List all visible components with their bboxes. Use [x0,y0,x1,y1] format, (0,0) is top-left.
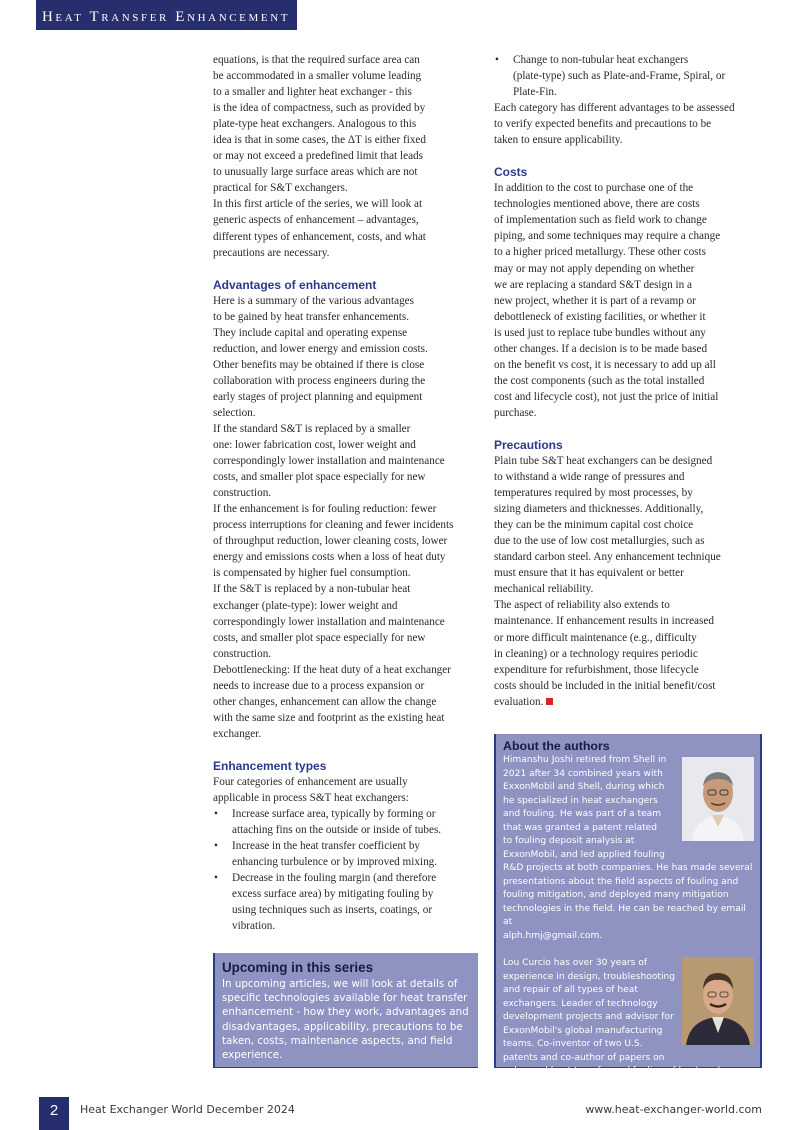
precautions-heading: Precautions [494,437,563,452]
author-bio-joshi: Himanshu Joshi retired from Shell in 2021 after 34 combined years with ExxonMobil and Shell, during which he specialized in heat exchangers and fouling. He was part of a team that was granted a patent related to fouling deposit analysis at ExxonMobil, and led applied fouling R&D projects at both companies. He has made several presentations about the field aspects of fouling and fouling mitigation, and deployed many mitigation technologies in the field. He can be reached by email at alph.hmj@gmail.com. [503,755,753,941]
section-title: Heat Transfer Enhancement [36,0,297,30]
list-item: • Increase surface area, typically by forming or attaching fins on the outside or inside of tubes. [214,808,442,837]
precautions-paragraph: Plain tube S&T heat exchangers can be designed to withstand a wide range of pressures and temperatures required by most processes, by sizing diameters and thicknesses. Additionally, they can be the minimum capital cost choice due to the use of low cost metallurgies, such as standard carbon steel. Any enhancement technique must ensure that it has equivalent or better mechanical reliability. The aspect of reliability also extends to maintenance. If enhancement results in increased or more difficult maintenance (e.g., difficulty in cleaning) or a technology requires periodic expenditure for refurbishment, those lifecycle costs should be included in the initial benefit/cost evaluation. [494,454,721,708]
advantages-heading: Advantages of enhancement [213,277,377,292]
types-list [213,806,483,934]
author-photo-joshi [682,757,754,841]
advantages-paragraph: Here is a summary of the various advantages to be gained by heat transfer enhancements. They include capital and operating expense reduction, and lower energy and emission costs. Other benefits may be obtained if there is close collaboration with process engineers during the early stages of project planning and equipment selection. If the standard S&T is replaced by a smaller one: lower fabrication cost, lower weight and correspondingly lower installation and maintenance costs, and smaller plot space especially for new construction. If the enhancement is for fouling reduction: fewer process interruptions for cleaning and fewer incidents of throughput reduction, lower cleaning costs, lower energy and emissions costs when a loss of heat duty is compensated by higher fuel consumption. If the S&T is replaced by a non-tubular heat exchanger (plate-type): lower weight and correspondingly lower installation and maintenance costs, and smaller plot space especially for new construction. Debottlenecking: If the heat duty of a heat exchanger needs to increase due to a process expansion or other changes, enhancement can allow the change with the same size and footprint as the existing heat exchanger. [213,294,454,740]
end-of-article-icon [546,698,553,705]
intro-paragraph: equations, is that the required surface area can be accommodated in a smaller volume leading to a smaller and lighter heat exchanger - this is the idea of compactness, such as provided by plate-type heat exchangers. Analogous to this idea is that in some cases, the ΔT is either fixed or may not exceed a predefined limit that leads to unusually large surface areas which are not practical for S&T exchangers. In this first article of the series, we will look at generic aspects of enhancement – advantages, different types of enhancement, costs, and what precautions are necessary. [213,54,426,259]
types-list-continued [494,52,766,100]
bullet-icon: • [214,872,218,885]
publication-name: Heat Exchanger World December 2024 [80,1103,295,1116]
authors-heading: About the authors [503,739,610,753]
about-authors-box [494,734,762,1076]
bullet-icon: • [495,54,499,66]
types-heading: Enhancement types [213,758,327,773]
bullet-icon: • [214,840,218,853]
costs-paragraph: In addition to the cost to purchase one of the technologies mentioned above, there are costs of implementation such as field work to change piping, and some techniques may require a change to a higher priced metallurgy. These other costs may or may not apply depending on whether we are replacing a standard S&T design in a new project, whether it is part of a revamp or debottleneck of existing facilities, or whether it is used just to replace tube bundles without any other changes. If a decision is to be made based on the benefit vs cost, it is necessary to add up all the cost components (such as the total installed cost and lifecycle cost), not just the price of initial purchase. [494,182,721,419]
author-photo-curcio [682,957,754,1045]
types-intro: Four categories of enhancement are usually applicable in process S&T heat exchangers: [213,775,409,804]
types-outro: Each category has different advantages to be assessed to verify expected benefits and precautions to be taken to ensure applicability. [494,102,735,147]
page-number: 2 [39,1097,69,1130]
upcoming-text: In upcoming articles, we will look at details of specific technologies available for heat transfer enhancement - how they work, advantages and disadvantages, applicability, precautions to be taken, costs, maintenance aspects, and field experience. [222,978,469,1062]
website-link[interactable]: www.heat-exchanger-world.com [585,1103,762,1116]
list-item: • Decrease in the fouling margin (and therefore excess surface area) by mitigating fouling by using techniques such as inserts, coatings, or vibration. [214,872,437,933]
left-column [213,52,483,934]
upcoming-series-box [213,953,478,1068]
list-item: • Increase in the heat transfer coefficient by enhancing turbulence or by improved mixing. [214,840,438,869]
author-bio-curcio: Lou Curcio has over 30 years of experience in design, troubleshooting and repair of all types of heat exchangers. Leader of technology development projects and advisor for ExxonMobil's global manufacturing teams. Co-inventor of two U.S. patents and co-author of papers on enhanced heat transfer and fouling of heat exchange. [503,958,749,1076]
list-item: • Change to non-tubular heat exchangers (plate-type) such as Plate-and-Frame, Spiral, or Plate-Fin. [495,54,726,99]
costs-heading: Costs [494,165,528,180]
right-column [494,52,766,710]
bullet-icon: • [214,808,218,821]
upcoming-heading: Upcoming in this series [222,960,374,975]
